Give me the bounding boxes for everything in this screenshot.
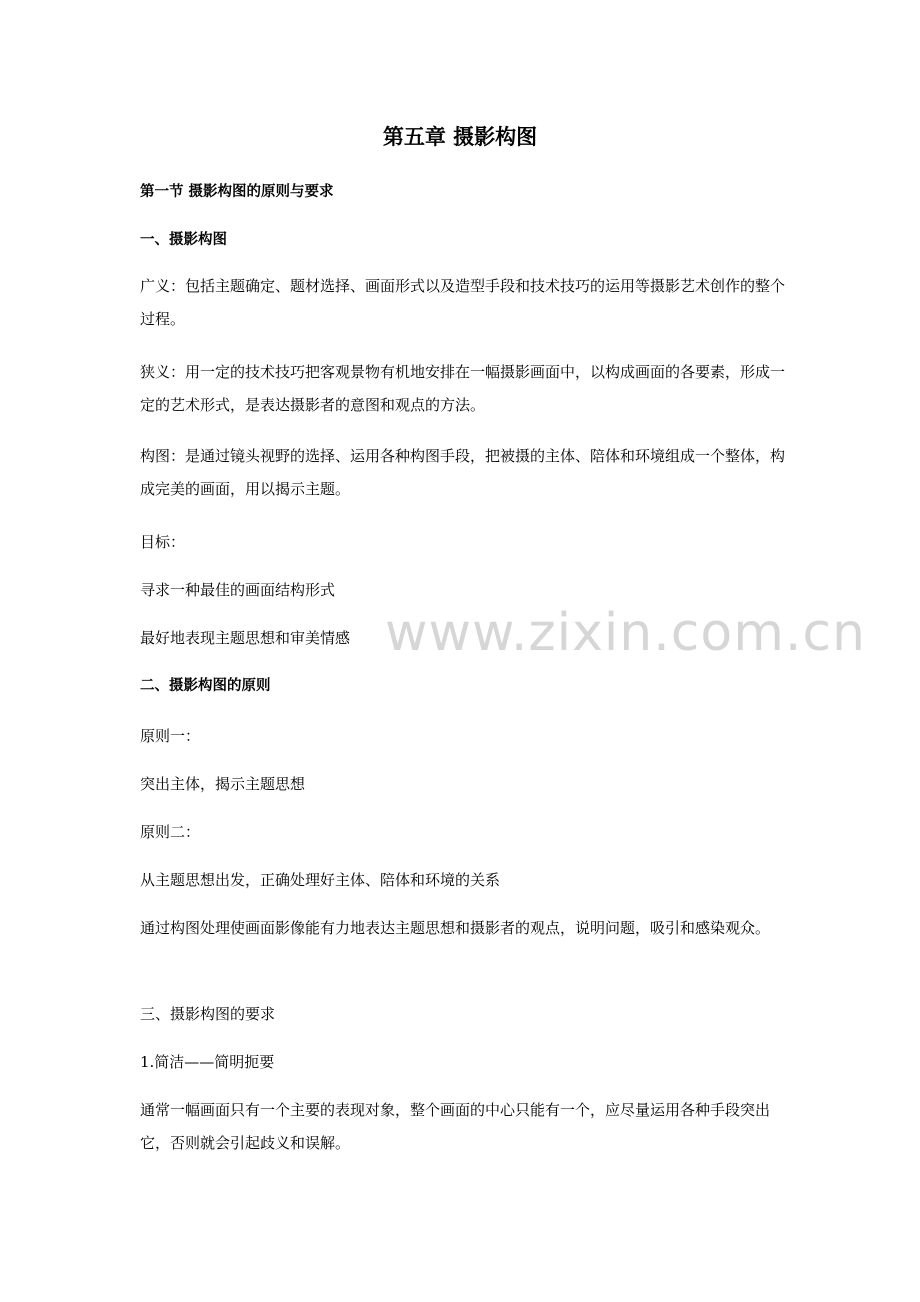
paragraph-principle-2: 从主题思想出发，正确处理好主体、陪体和环境的关系 [140, 871, 501, 889]
paragraph-goal-1: 寻求一种最佳的画面结构形式 [140, 581, 336, 599]
paragraph-principle-2-label: 原则二： [140, 823, 201, 841]
subsection-heading: 二、摄影构图的原则 [140, 678, 271, 694]
paragraph-principle-2-detail: 通过构图处理使画面影像能有力地表达主题思想和摄影者的观点，说明问题，吸引和感染观众。 [140, 919, 771, 937]
paragraph-goal-2: 最好地表现主题思想和审美情感 [140, 629, 351, 647]
section-heading: 第一节 摄影构图的原则与要求 [140, 184, 334, 200]
paragraph-composition-definition: 构图：是通过镜头视野的选择、运用各种构图手段，把被摄的主体、陪体和环境组成一个整体，构成完美的画面，用以揭示主题。 [140, 447, 786, 498]
paragraph-narrow-definition: 狭义：用一定的技术技巧把客观景物有机地安排在一幅摄影画面中，以构成画面的各要素，形成一定的艺术形式，是表达摄影者的意图和观点的方法。 [140, 363, 786, 414]
paragraph-requirement-1-detail: 通常一幅画面只有一个主要的表现对象，整个画面的中心只能有一个，应尽量运用各种手段突出它，否则就会引起歧义和误解。 [140, 1101, 771, 1152]
page-title: 第五章 摄影构图 [382, 125, 538, 149]
paragraph-principle-1: 突出主体，揭示主题思想 [140, 775, 306, 793]
paragraph-broad-definition: 广义：包括主题确定、题材选择、画面形式以及造型手段和技术技巧的运用等摄影艺术创作的整个过程。 [140, 277, 786, 328]
subsection-heading: 三、摄影构图的要求 [140, 1005, 276, 1023]
watermark-text: www.zixin.com.cn [385, 603, 866, 663]
paragraph-principle-1-label: 原则一： [140, 727, 201, 745]
paragraph-goal-label: 目标： [140, 533, 186, 551]
paragraph-requirement-1-title: 1.简洁——简明扼要 [140, 1053, 275, 1071]
subsection-heading: 一、摄影构图 [140, 232, 227, 248]
